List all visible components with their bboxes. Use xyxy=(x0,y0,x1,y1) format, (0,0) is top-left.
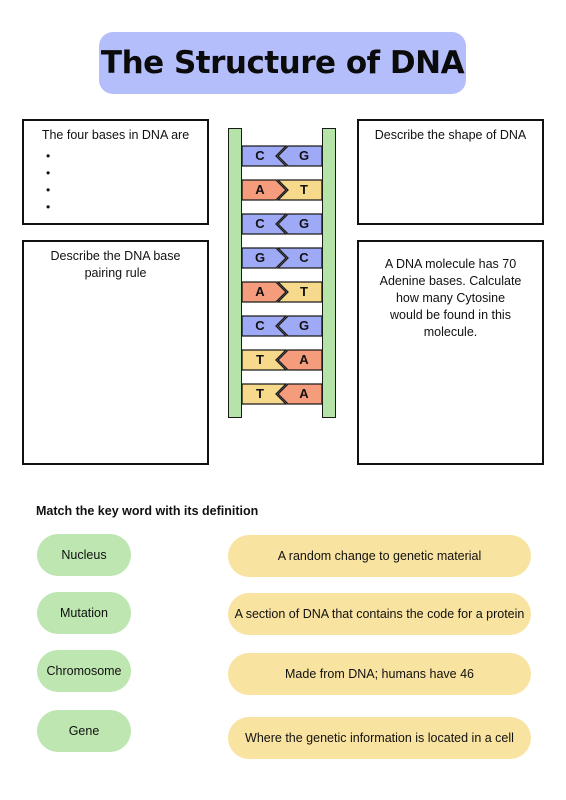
base-pair xyxy=(242,146,322,166)
definition-1[interactable]: A random change to genetic material xyxy=(228,535,531,577)
pairing-box[interactable] xyxy=(22,240,209,465)
base-left-letter: T xyxy=(256,352,264,367)
backbone-right xyxy=(322,128,336,418)
keyword-nucleus[interactable]: Nucleus xyxy=(37,534,131,576)
matching-heading: Match the key word with its definition xyxy=(36,504,259,518)
base-pair xyxy=(242,214,322,234)
bases-bullet-list xyxy=(32,148,199,216)
base-right-letter: T xyxy=(300,182,308,197)
bullet-item xyxy=(46,165,199,182)
keyword-chromosome[interactable]: Chromosome xyxy=(37,650,131,692)
definition-4[interactable]: Where the genetic information is located in a cell xyxy=(228,717,531,759)
calc-box[interactable] xyxy=(357,240,544,465)
definition-2[interactable]: A section of DNA that contains the code for a protein xyxy=(228,593,531,635)
base-right-letter: A xyxy=(299,386,309,401)
keyword-gene[interactable]: Gene xyxy=(37,710,131,752)
base-right-letter: C xyxy=(299,250,309,265)
base-pair xyxy=(242,316,322,336)
base-left-letter: G xyxy=(254,250,266,265)
bases-box[interactable] xyxy=(22,119,209,225)
bullet-item xyxy=(46,199,199,216)
calc-prompt: A DNA molecule has 70 Adenine bases. Calculate how many Cytosine would be found in this molecule. xyxy=(379,257,522,339)
backbone-left xyxy=(228,128,242,418)
base-left-letter: C xyxy=(255,148,265,163)
base-pair xyxy=(242,180,322,200)
base-right-letter: T xyxy=(300,284,308,299)
base-left-letter: C xyxy=(255,216,265,231)
base-right-letter: G xyxy=(298,148,310,163)
base-left-letter: T xyxy=(256,386,264,401)
page-title: The Structure of DNA xyxy=(100,45,465,81)
shape-box[interactable] xyxy=(357,119,544,225)
definition-3[interactable]: Made from DNA; humans have 46 xyxy=(228,653,531,695)
shape-prompt: Describe the shape of DNA xyxy=(374,128,527,142)
base-left-letter: C xyxy=(255,318,265,333)
base-pair xyxy=(242,384,322,404)
base-right-letter: G xyxy=(298,216,310,231)
dna-ladder-illustration xyxy=(228,128,338,418)
base-left-letter: A xyxy=(255,284,265,299)
bases-prompt: The four bases in DNA are xyxy=(41,128,190,142)
keyword-mutation[interactable]: Mutation xyxy=(37,592,131,634)
base-pair xyxy=(242,350,322,370)
base-pair xyxy=(242,248,322,268)
pairing-prompt: Describe the DNA base pairing rule xyxy=(50,249,181,280)
base-left-letter: A xyxy=(255,182,265,197)
bullet-item xyxy=(46,148,199,165)
base-pair xyxy=(242,282,322,302)
bullet-item xyxy=(46,182,199,199)
base-right-letter: G xyxy=(298,318,310,333)
base-right-letter: A xyxy=(299,352,309,367)
title-banner xyxy=(99,32,466,94)
